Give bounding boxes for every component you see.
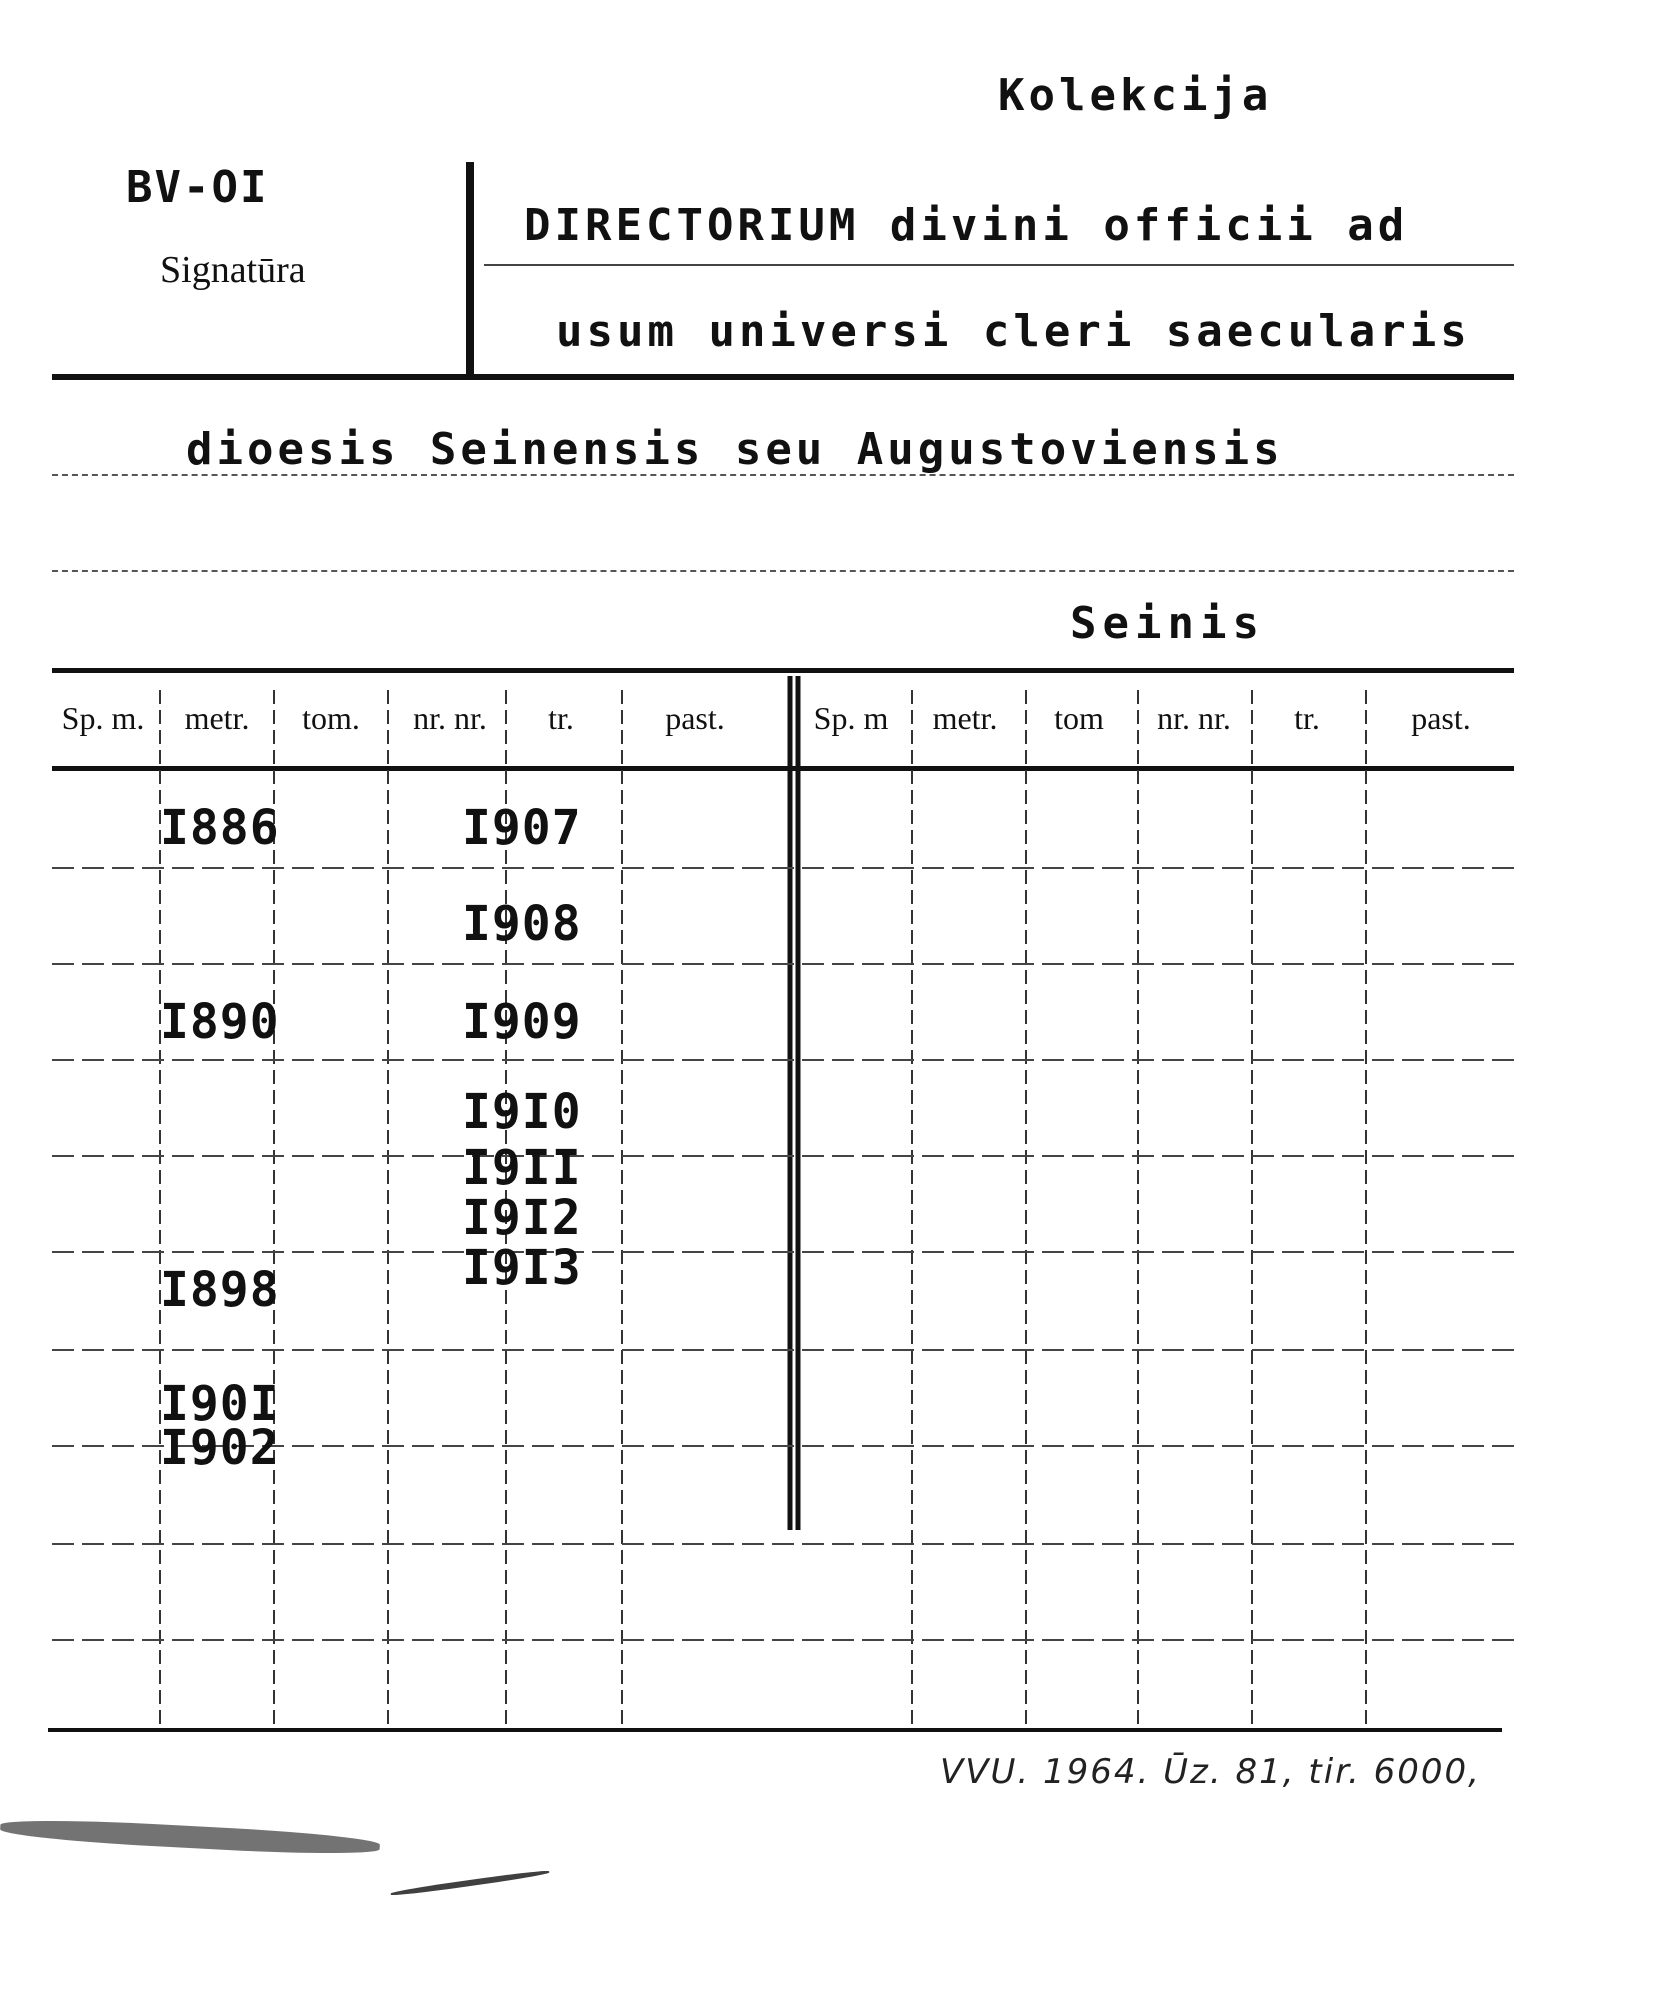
metr-value: I898 [160,1262,280,1318]
title-underline [484,264,1514,266]
nrnr-value: I9I3 [462,1240,582,1296]
shelfmark-caption: Signatūra [160,249,306,291]
nrnr-value: I9II [462,1140,582,1196]
col-header-nr-nr: nr. nr. [413,700,487,736]
nrnr-value: I907 [462,800,582,856]
header-vertical-divider [466,162,474,376]
shelfmark: BV-OI [126,162,269,213]
table-bottom-rule [48,1728,1502,1732]
metr-value: I886 [160,800,280,856]
scan-smudge [0,1816,380,1858]
nrnr-value: I9I0 [462,1084,582,1140]
col-header-tr: tr. [548,700,574,736]
col-header-nr-nr-right: nr. nr. [1157,700,1231,736]
header-separator [52,374,1514,380]
col-header-tr-right: tr. [1294,700,1320,736]
title-line-3: dioesis Seinensis seu Augustoviensis [186,424,1284,475]
col-header-tom-right: tom [1054,700,1104,736]
metr-value: I902 [160,1420,280,1476]
table-header-rule [52,766,1514,771]
nrnr-value: I909 [462,994,582,1050]
nrnr-value: I908 [462,896,582,952]
title-line-1: DIRECTORIUM divini officii ad [524,200,1409,251]
title-line-3-underline [52,474,1514,476]
col-header-metr-right: metr. [932,700,998,736]
col-header-metr: metr. [184,700,250,736]
nrnr-value: I9I2 [462,1190,582,1246]
collection-label: Kolekcija [998,70,1273,121]
col-header-sp-m: Sp. m. [61,700,145,736]
table-top-rule [52,668,1514,673]
place-of-publication: Seinis [1070,598,1265,649]
metr-value: I90I [160,1376,280,1432]
blank-line [52,570,1514,572]
metr-value: I890 [160,994,280,1050]
handwritten-note: VVU. 1964. Ūz. 81, tir. 6000, [940,1752,1481,1792]
title-line-2: usum universi cleri saecularis [556,306,1471,357]
col-header-past-right: past. [1411,700,1471,736]
col-header-sp-m-right: Sp. m [813,700,889,736]
col-header-tom: tom. [302,700,360,736]
scan-smudge [390,1869,549,1897]
col-header-past: past. [665,700,725,736]
